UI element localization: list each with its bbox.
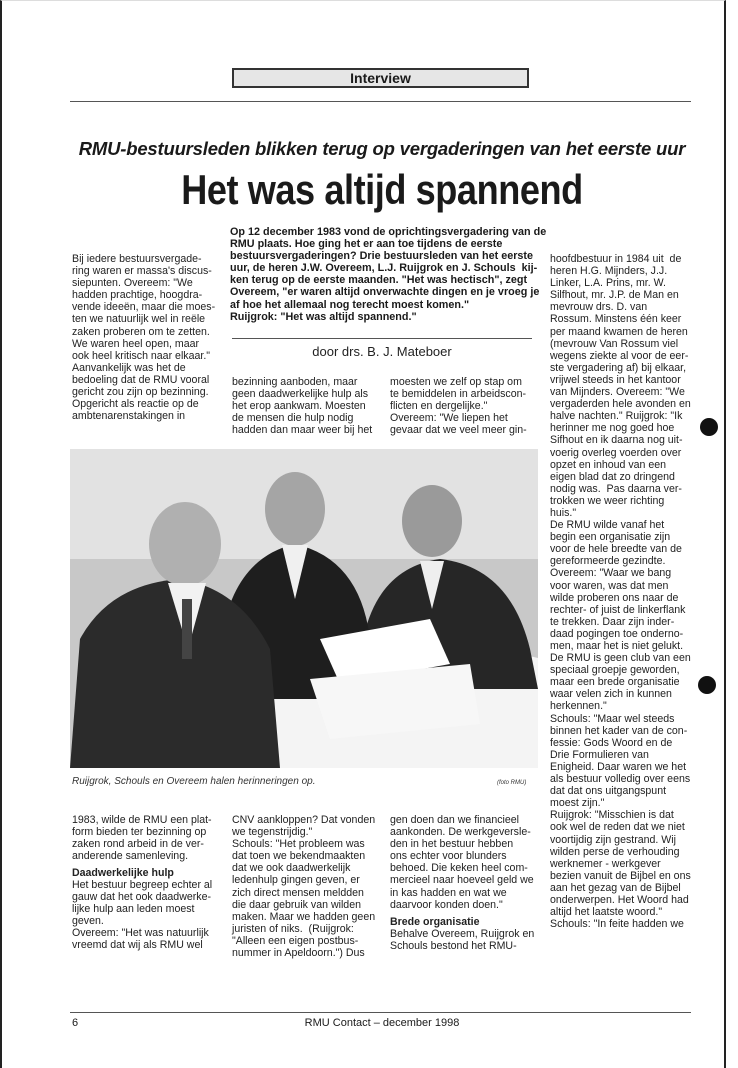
footer-rule — [70, 1012, 691, 1013]
punch-hole-lower — [698, 676, 716, 694]
column-3-top: moesten we zelf op stap om te bemiddelen in arbeidscon- flicten en dergelijke." Overeem: "We liepen het gevaar dat we veel meer gin- — [390, 376, 527, 437]
punch-hole-upper — [700, 418, 718, 436]
column-3-bottom-b: Behalve Overeem, Ruijgrok en Schouls bestond het RMU- — [390, 928, 535, 953]
header-rule — [70, 101, 691, 102]
subhead-brede-organisatie: Brede organisatie — [390, 916, 480, 928]
article-subtitle: RMU-bestuursleden blikken terug op vergaderingen van het eerste uur — [78, 138, 686, 159]
column-1-bottom-a: 1983, wilde de RMU een plat- form bieden ter bezinning op zaken rond arbeid in de ver- anderende samenleving. — [72, 814, 212, 863]
subhead-daadwerkelijke-hulp: Daadwerkelijke hulp — [72, 867, 174, 879]
page-number: 6 — [72, 1017, 79, 1029]
column-1-top: Bij iedere bestuursvergade- ring waren er massa's discus- siepunten. Overeem: "We hadden prachtige, hoogdra- vende ideeën, maar die moes- ten we natuurlijk wel in reële zaken proberen om te zetten. We waren heel open, maar ook heel kritisch naar elkaar." Aanvankelijk was het de bedoeling dat de RMU vooral gericht zou zijn op bezinning. Opgericht als reactie op de ambtenarenstakingen in — [72, 253, 216, 423]
column-3-bottom-a: gen doen dan we financieel aankonden. De werkgeversle- den in het bestuur hebben ons echter voor blunders behoed. Die keken heel com- mercieel naar hoeveel geld we in kas hadden en wat we daarvoor konden doen." — [390, 814, 534, 911]
photo-credit: (foto RMU) — [497, 780, 527, 786]
byline: door drs. B. J. Mateboer — [312, 344, 452, 359]
column-2-top: bezinning aanboden, maar geen daadwerkelijke hulp als het erop aankwam. Moesten de mensen die hulp nodig hadden dan maar weer bij het — [232, 376, 373, 437]
photo-caption: Ruijgrok, Schouls en Overeem halen herinneringen op. — [72, 776, 316, 787]
column-2-bottom: CNV aankloppen? Dat vonden we tegenstrijdig." Schouls: "Het probleem was dat toen we bekendmaakten dat we ook daadwerkelijk ledenhulp gingen geven, er zich direct mensen meldden die daar gebruik van wilden maken. Maar we hadden geen juristen of niks. (Ruijgrok: "Alleen een eigen postbus- nummer in Apeldoorn.") Dus — [232, 814, 376, 960]
column-1-bottom-b: Het bestuur begreep echter al gauw dat het ook daadwerke- lijke hulp aan leden moest geven. Overeem: "Het was natuurlijk vreemd dat wij als RMU wel — [72, 879, 213, 952]
article-headline: Het was altijd spannend — [181, 166, 583, 213]
article-photo — [70, 449, 538, 768]
section-label: Interview — [232, 68, 529, 88]
intro-rule — [232, 338, 532, 339]
column-4: hoofdbestuur in 1984 uit de heren H.G. Mijnders, J.J. Linker, L.A. Prins, mr. W. Silfhout, mr. J.P. de Man en mevrouw drs. D. van Rossum. Minstens één keer per maand kwamen de heren (mevrouw Van Rossum viel wegens ziekte al voor de eer- ste vergadering af) bij elkaar, vrijwel steeds in het kantoor van Mijnders. Overeem: "We vergaderden hele avonden en halve nachten." Ruijgrok: "Ik herinner me nog goed hoe Sifhout en ik daarna nog uit- voerig overleg voerden over opzet en inhoud van een eigen blad dat zo dringend nodig was. Pas daarna ver- trokken we weer richting huis." De RMU wilde vanaf het begin een organisatie zijn voor de hele breedte van de gereformeerde gezindte. Overeem: "Waar we bang voor waren, was dat men wilde proberen ons naar de rechter- of juist de linkerflank te trekken. Daar zijn inder- daad pogingen toe onderno- men, maar het is niet gelukt. De RMU is geen club van een speciaal groepje geworden, maar een brede organisatie waar velen zich in kunnen herkennen." Schouls: "Maar wel steeds binnen het kader van de con- fessie: Gods Woord en de Drie Formulieren van Enigheid. Daar waren we het als bestuur volledig over eens dat dat ons uitgangspunt moest zijn." Ruijgrok: "Misschien is dat ook wel de reden dat we niet voortijdig zijn gestrand. Wij wilden perse de verhouding werknemer - werkgever bezien vanuit de Bijbel en ons aan het gezag van de Bijbel onderwerpen. Het Woord had altijd het laatste woord." Schouls: "In feite hadden we — [550, 253, 691, 931]
publication-footer: RMU Contact – december 1998 — [304, 1017, 460, 1029]
article-intro: Op 12 december 1983 vond de oprichtingsvergadering van de RMU plaats. Hoe ging het er aan toe tijdens de eerste bestuursvergaderingen? Drie bestuursleden van het eerste uur, de heren J.W. Overeem, L.J. Ruijgrok en J. Schouls kij- ken terug op de eerste maanden. "Het was hectisch", zegt Overeem, "er waren altijd onverwachte dingen en je vroeg je af hoe het allemaal nog terecht moest komen." Ruijgrok: "Het was altijd spannend." — [230, 226, 547, 323]
